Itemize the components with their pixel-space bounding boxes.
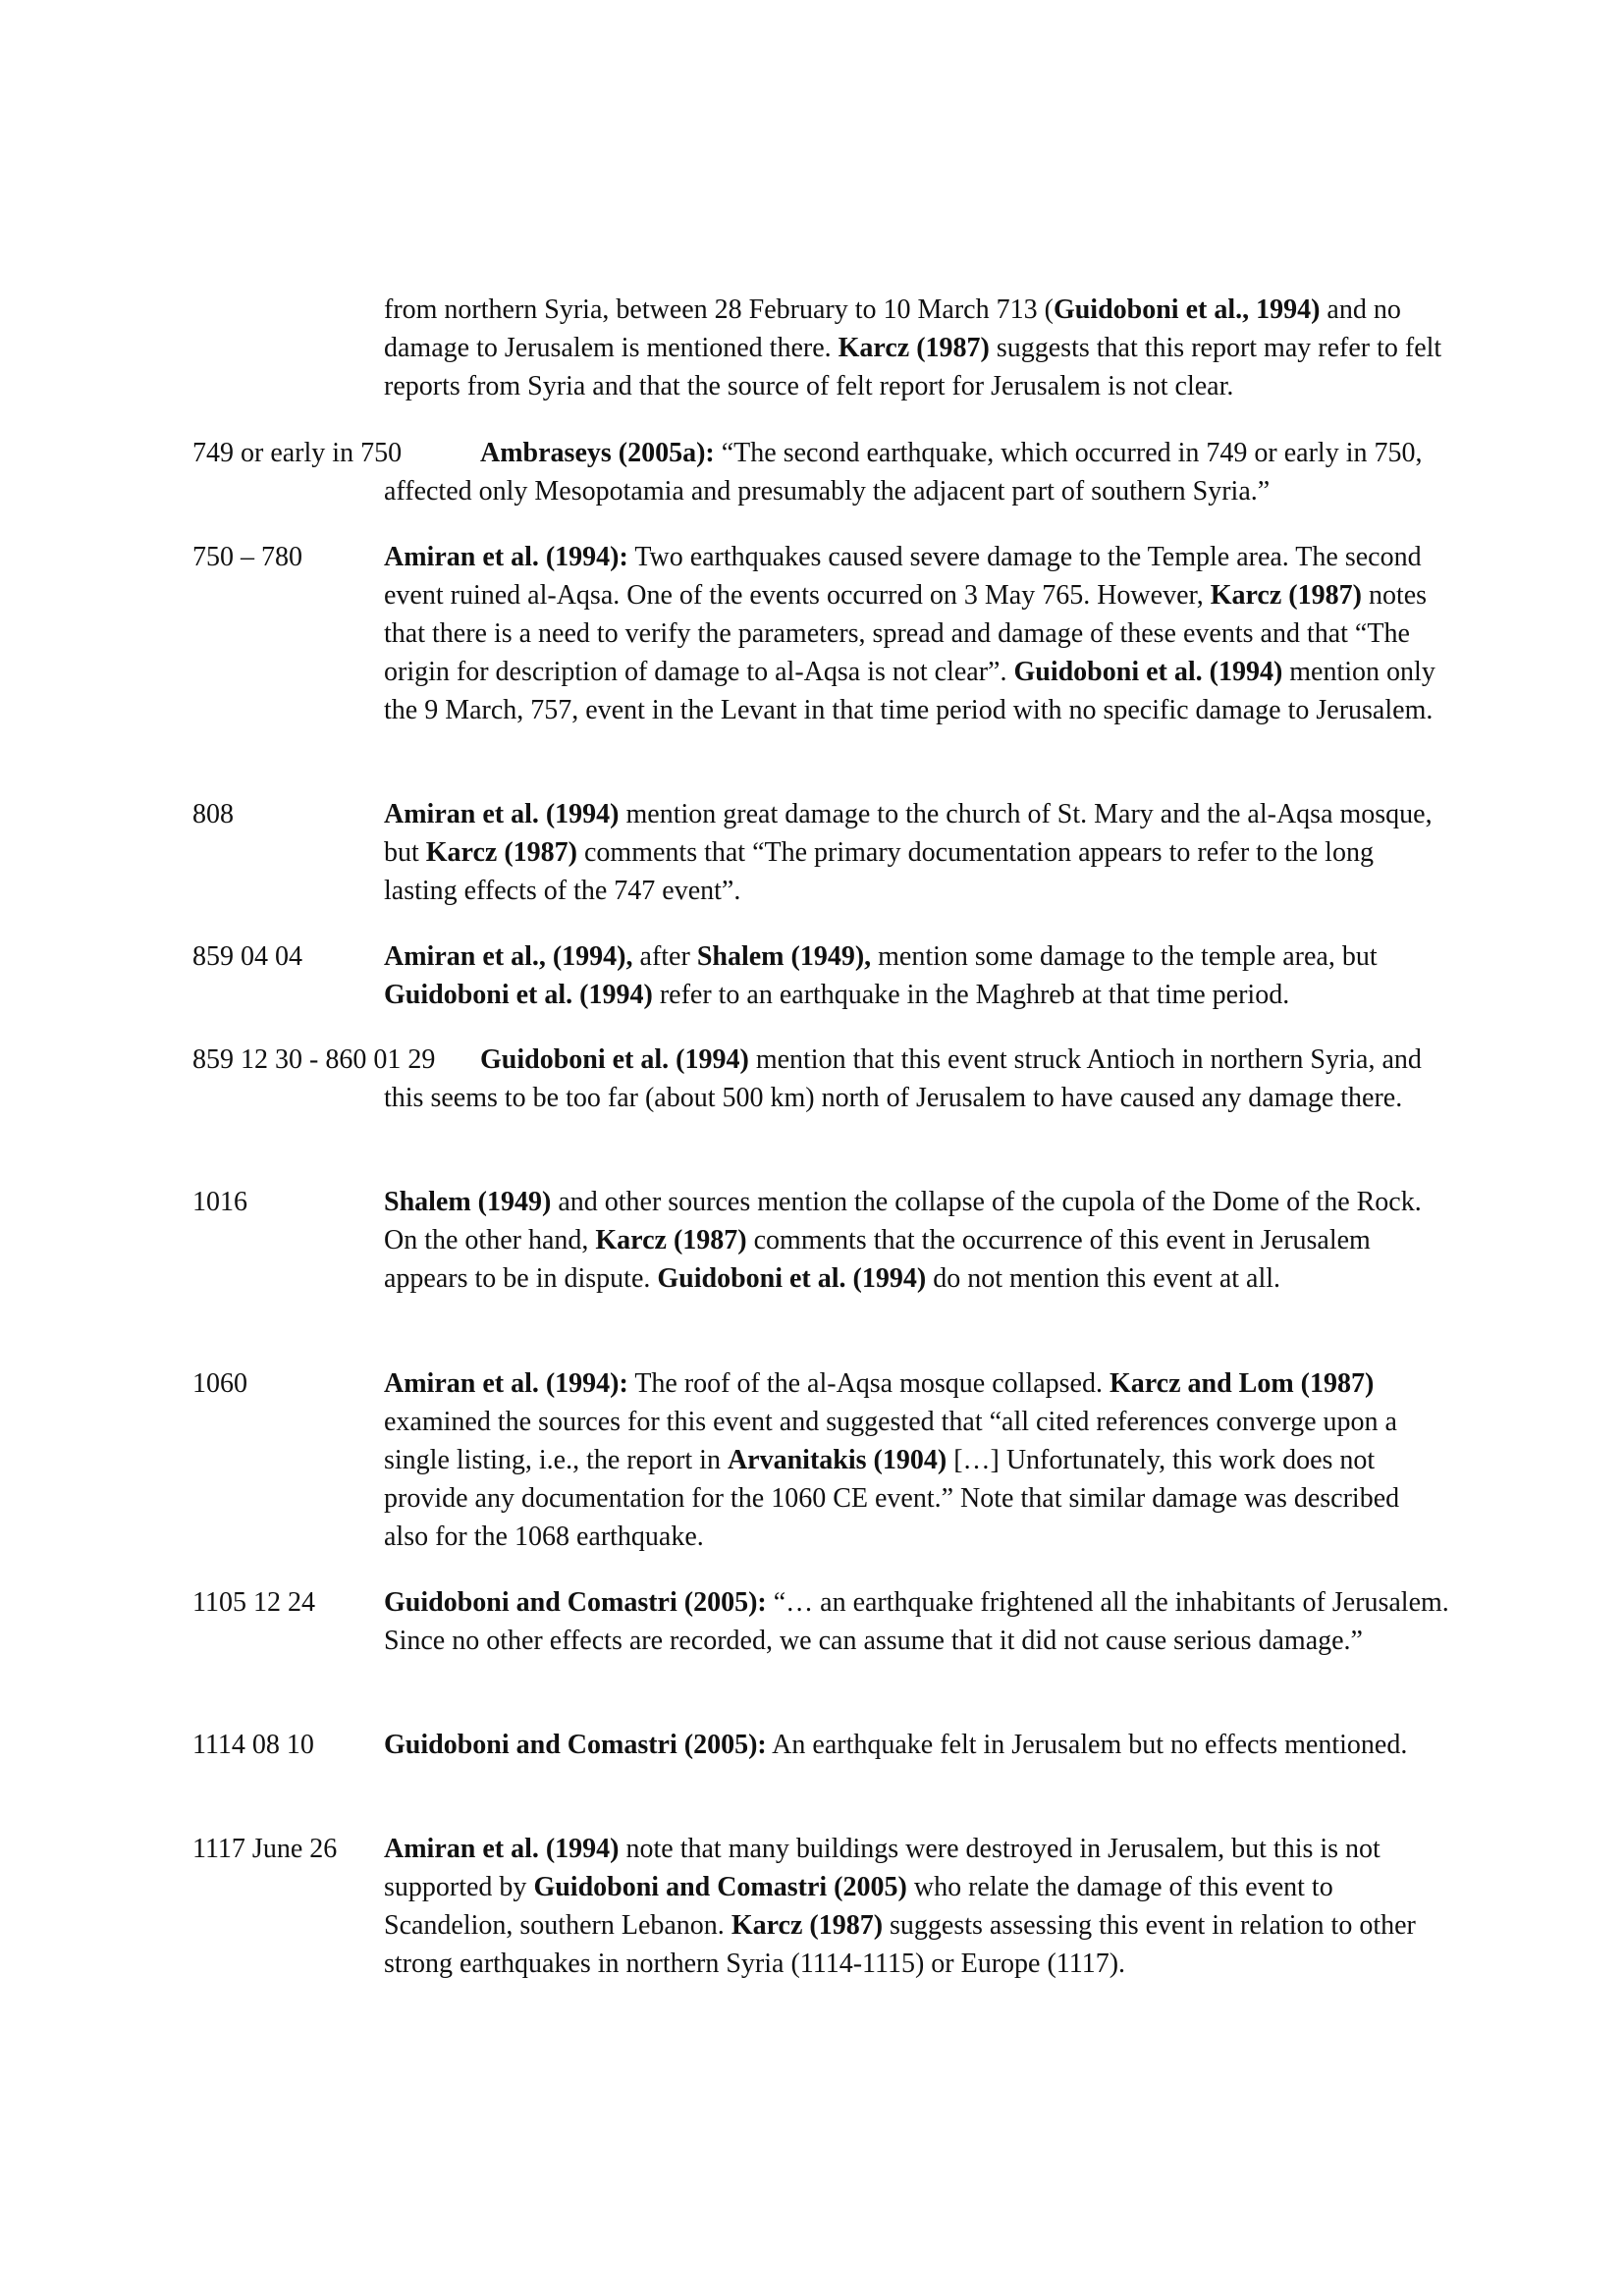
entry-text-segment: and no damage to Jerusalem is mentioned there. [384,294,1401,363]
entry-text [384,937,1449,1014]
entry-date: 749 or early in 750 [192,438,403,468]
reference-citation: Karcz (1987) [425,837,577,868]
reference-citation: Amiran et al. (1994): [384,542,628,572]
reference-citation: Karcz (1987) [838,333,990,363]
reference-citation: Guidoboni and Comastri (2005) [533,1872,907,1902]
reference-citation: Karcz (1987) [595,1225,747,1255]
entry-text [384,1041,1449,1117]
entry-date: 1016 [192,1187,247,1217]
entry-text [384,1830,1449,1983]
reference-citation: Guidoboni et al. (1994) [657,1263,927,1294]
entry-text-segment: do not mention this event at all. [926,1263,1281,1294]
entry-text-segment: from northern Syria, between 28 February to 10 March 713 ( [384,294,1054,325]
entry-text [384,291,1449,405]
entry-text-segment: […] Unfortunately, this work does not provide any documentation for the 1060 CE event.” Note that similar damage was described also for the 1068 earthquake. [384,1445,1400,1552]
entry-text-segment: examined the sources for this event and suggested that “all cited references converge upon a single listing, i.e., the report in [384,1407,1397,1475]
reference-citation: Guidoboni et al. (1994) [384,980,653,1010]
reference-citation: Guidoboni and Comastri (2005): [384,1587,767,1618]
reference-citation: Guidoboni et al. (1994) [1013,657,1283,687]
entry-text-segment: and other sources mention the collapse of the cupola of the Dome of the Rock. On the other hand, [384,1187,1422,1255]
reference-citation: Amiran et al. (1994): [384,1368,628,1399]
entry-text-segment: mention great damage to the church of St. Mary and the al-Aqsa mosque, but [384,799,1433,868]
entry-text-segment: mention some damage to the temple area, but [871,941,1378,972]
reference-citation: Karcz (1987) [1210,580,1362,611]
entry-text [384,1726,1449,1764]
reference-citation: Guidoboni and Comastri (2005): [384,1730,767,1760]
entry-text-segment: notes that there is a need to verify the parameters, spread and damage of these events and that “The origin for description of damage to al-Aqsa is not clear”. [384,580,1428,687]
entry-text-segment: mention that this event struck Antioch in northern Syria, and this seems to be too far (about 500 km) north of Jerusalem to have caused any damage there. [384,1044,1422,1113]
reference-citation: Amiran et al., (1994), [384,941,633,972]
entry-text-segment: An earthquake felt in Jerusalem but no effects mentioned. [766,1730,1408,1760]
entry-text-segment: The roof of the al-Aqsa mosque collapsed. [627,1368,1110,1399]
entry-text [384,1583,1449,1660]
reference-citation: Ambraseys (2005a): [480,438,715,468]
reference-citation: Amiran et al. (1994) [384,1834,620,1864]
reference-citation: Karcz (1987) [731,1910,884,1941]
entry-text-segment: note that many buildings were destroyed in Jerusalem, but this is not supported by [384,1834,1380,1902]
reference-citation: Arvanitakis (1904) [727,1445,947,1475]
entry-text-segment: after [632,941,697,972]
entry-text [384,795,1449,910]
entry-text-segment: who relate the damage of this event to Scandelion, southern Lebanon. [384,1872,1333,1941]
entry-text [384,538,1449,729]
reference-citation: Shalem (1949), [696,941,872,972]
entry-text [384,1364,1449,1556]
reference-citation: Shalem (1949) [384,1187,552,1217]
reference-citation: Guidoboni et al. (1994) [480,1044,749,1075]
reference-citation: Guidoboni et al., 1994) [1053,294,1321,325]
reference-citation: Amiran et al. (1994) [384,799,620,829]
entry-text-segment: mention only the 9 March, 757, event in the Levant in that time period with no specific damage to Jerusalem. [384,657,1435,725]
entry-text-segment: refer to an earthquake in the Maghreb at that time period. [652,980,1290,1010]
entry-text-segment: “… an earthquake frightened all the inhabitants of Jerusalem. Since no other effects are recorded, we can assume that it did not cause serious damage.” [384,1587,1449,1656]
entry-date: 1060 [192,1368,247,1399]
entry-text-segment: comments that the occurrence of this event in Jerusalem appears to be in dispute. [384,1225,1371,1294]
entry-date: 750 – 780 [192,542,302,572]
entry-text-segment: Two earthquakes caused severe damage to the Temple area. The second event ruined al-Aqsa. One of the events occurred on 3 May 765. However, [384,542,1422,611]
entry-date: 859 04 04 [192,941,302,972]
entry-text [384,1183,1449,1298]
entry-text-segment: “The second earthquake, which occurred in 749 or early in 750, affected only Mesopotamia and presumably the adjacent part of southern Syria.” [384,438,1423,507]
entry-date: 1105 12 24 [192,1587,315,1618]
entry-text-segment: suggests assessing this event in relation to other strong earthquakes in northern Syria (1114-1115) or Europe (1117). [384,1910,1416,1979]
entry-date: 1114 08 10 [192,1730,314,1760]
entry-text-segment: comments that “The primary documentation appears to refer to the long lasting effects of the 747 event”. [384,837,1374,906]
entry-text [384,434,1449,510]
reference-citation: Karcz and Lom (1987) [1109,1368,1375,1399]
entry-text-segment: suggests that this report may refer to felt reports from Syria and that the source of felt report for Jerusalem is not clear. [384,333,1442,401]
entry-date: 808 [192,799,234,829]
entry-date: 859 12 30 - 860 01 29 [192,1044,436,1075]
entry-date: 1117 June 26 [192,1834,338,1864]
